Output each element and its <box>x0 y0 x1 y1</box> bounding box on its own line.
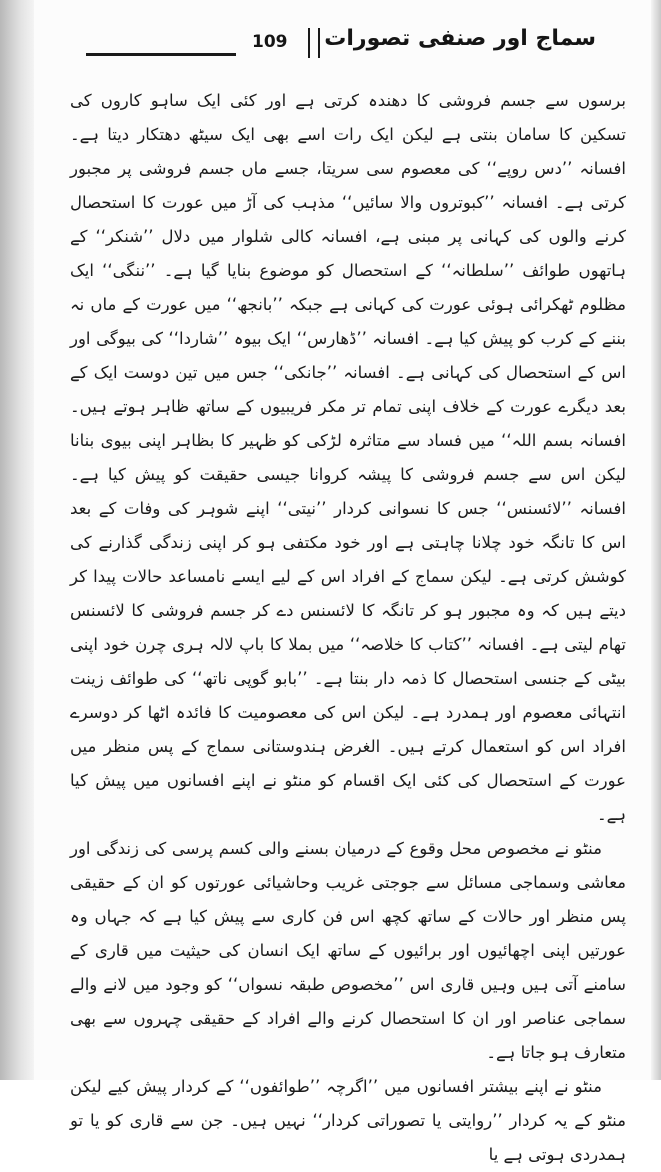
paragraph-3: منٹو نے اپنے بیشتر افسانوں میں ’’اگرچہ ’’طوائفوں‘‘ کے کردار پیش کیے لیکن منٹو کے یہ کردار ’’روایتی یا تصوراتی کردار‘‘ نہیں ہیں۔ جن سے قاری کو یا تو ہمدردی ہوتی ہے یا <box>70 1077 626 1164</box>
header-rule <box>86 53 236 56</box>
body-text <box>70 84 626 1172</box>
paragraph-1: برسوں سے جسم فروشی کا دھندہ کرتی ہے اور کئی ایک ساہو کاروں کی تسکین کا سامان بنتی ہے لیکن ایک رات اسے بھی ایک سیٹھ دھتکار دیتا ہے۔ افسانہ ’’دس روپے‘‘ کی معصوم سی سریتا، جسے ماں جسم فروشی پر مجبور کرتی ہے۔ افسانہ ’’کبوتروں والا سائیں‘‘ مذہب کی آڑ میں عورت کا استحصال کرنے والوں کی کہانی پر مبنی ہے، افسانہ کالی شلوار میں دلال ’’شنکر‘‘ کے ہاتھوں طوائف ’’سلطانہ‘‘ کے استحصال کو موضوع بنایا گیا ہے۔ ’’ننگی‘‘ ایک مظلوم ٹھکرائی ہوئی عورت کی کہانی ہے جبکہ ’’بانجھ‘‘ میں عورت کے ماں نہ بننے کے کرب کو پیش کیا ہے۔ افسانہ ’’ڈھارس‘‘ ایک بیوہ ’’شاردا‘‘ کی بیوگی اور اس کے استحصال کی کہانی ہے۔ افسانہ ’’جانکی‘‘ جس میں تین دوست ایک کے بعد دیگرے عورت کے خلاف اپنی تمام تر مکر فریبیوں کے ساتھ ظاہر ہوتے ہیں۔ افسانہ بسم اللہ‘‘ میں فساد سے متاثرہ لڑکی کو ظہیر کا بظاہر اپنی بیوی بنانا لیکن اس سے جسم فروشی کا پیشہ کروانا جیسی حقیقت کو پیش کیا ہے۔ افسانہ ’’لائسنس‘‘ جس کا نسوانی کردار ’’نیتی‘‘ اپنے شوہر کی وفات کے بعد اس کا تانگہ خود چلانا چاہتی ہے اور خود مکتفی ہو کر اپنی زندگی گذارنے کی کوشش کرتی ہے۔ لیکن سماج کے افراد اس کے لیے ایسے نامساعد حالات پیدا کر دیتے ہیں کہ وہ مجبور ہو کر تانگہ کا لائسنس دے کر جسم فروشی کا لائسنس تھام لیتی ہے۔ افسانہ ’’کتاب کا خلاصہ‘‘ میں بملا کا باپ لالہ ہری چرن خود اپنی بیٹی کے جنسی استحصال کا ذمہ دار بنتا ہے۔ ’’بابو گوپی ناتھ‘‘ کی طوائف زینت انتہائی معصوم اور ہمدرد ہے۔ لیکن اس کی معصومیت کا فائدہ اٹھا کر دوسرے افراد اس کو استعمال کرتے ہیں۔ الغرض ہندوستانی سماج کے پس منظر میں عورت کے استحصال کی کئی ایک اقسام کو منٹو نے اپنے افسانوں میں پیش کیا ہے۔ <box>70 91 626 824</box>
running-header <box>86 26 596 66</box>
paragraph-2: منٹو نے مخصوص محل وقوع کے درمیان بسنے والی کسم پرسی کی زندگی اور معاشی وسماجی مسائل سے جوجتی غریب وحاشیائی عورتوں کو ان کے حقیقی پس منظر اور حالات کے ساتھ کچھ اس فن کاری سے پیش کیا ہے کہ جہاں وہ عورتیں اپنی اچھائیوں اور برائیوں کے ساتھ ایک انسان کی حیثیت میں قاری کے سامنے آتی ہیں وہیں قاری اس ’’مخصوص طبقہ نسواں‘‘ کو وجود میں لانے والے سماجی عناصر اور ان کا استحصال کرنے والے افراد کے حقیقی چہروں سے بھی متعارف ہو جاتا ہے۔ <box>70 839 626 1062</box>
scan-shadow-right <box>651 0 661 1080</box>
scan-shadow-left <box>0 0 34 1080</box>
header-separator <box>308 28 320 58</box>
running-title: سماج اور صنفی تصورات <box>324 26 596 51</box>
page-number: 109 <box>252 32 288 52</box>
